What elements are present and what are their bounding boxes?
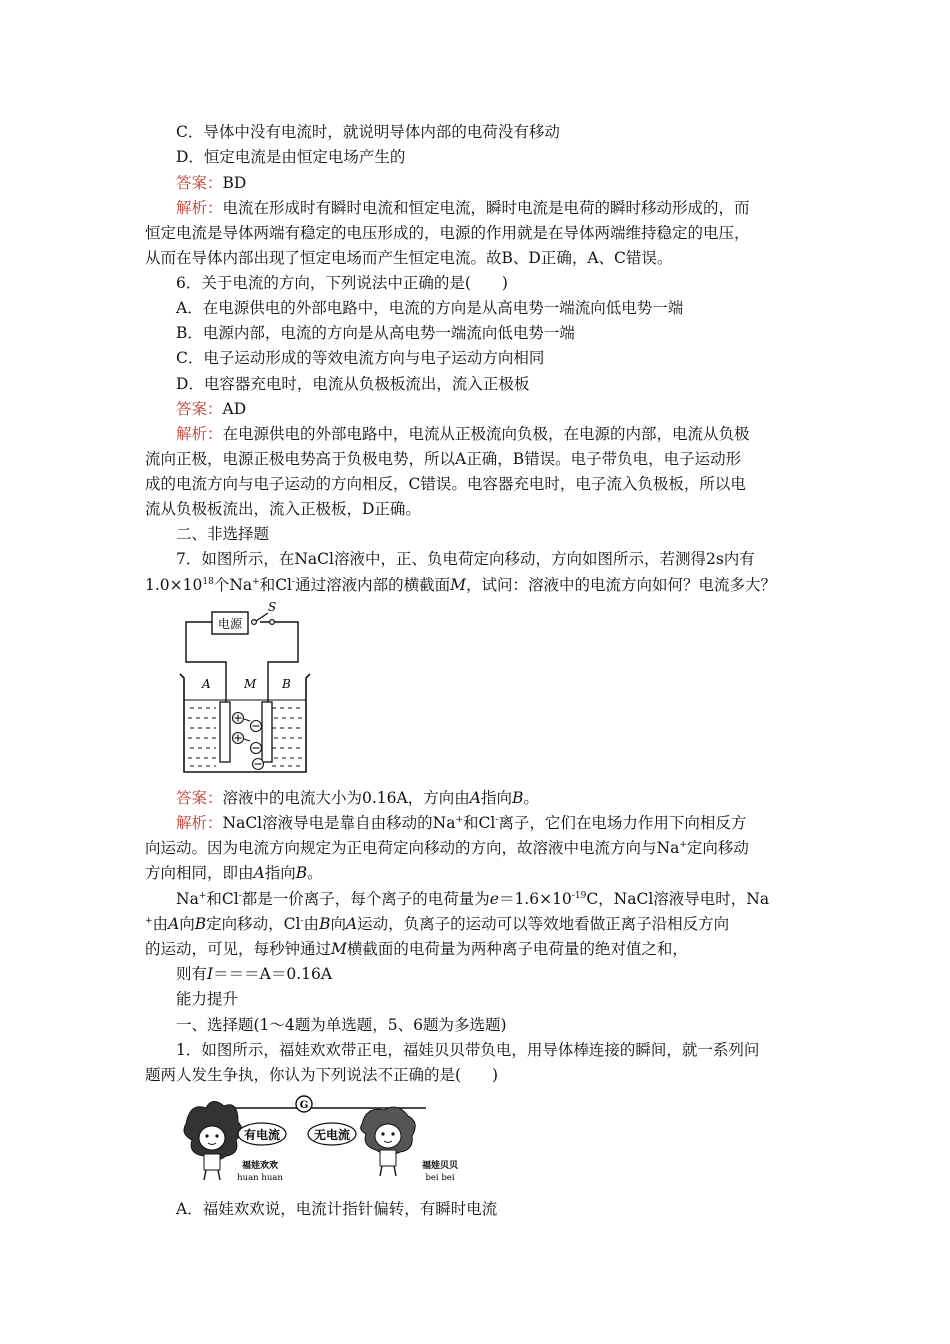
variable: B [511, 789, 524, 807]
q6-analysis-line-3: 成的电流方向与电子运动的方向相反，C错误。电容器充电时，电子流入负极板，所以电 [145, 475, 746, 493]
variable: M [331, 940, 347, 958]
switch-lever [256, 613, 268, 621]
q6-option-d: D．电容器充电时，电流从负极板流出，流入正极板 [176, 375, 530, 393]
text: 方向相同，即由 [145, 864, 254, 882]
text: 由 [303, 915, 320, 933]
q1-stem-line-1: 1．如图所示，福娃欢欢带正电，福娃贝贝带负电，用导体棒连接的瞬间，就一系列问 [176, 1041, 760, 1059]
superscript: - [238, 891, 242, 901]
switch-label: S [268, 602, 277, 614]
superscript: + [679, 840, 687, 850]
q6-analysis-line-2: 流向正极，电源正极电势高于负极电势，所以A正确，B错误。电子带负电，电子运动形 [145, 450, 742, 468]
section-heading-choice: 一、选择题(1～4题为单选题，5、6题为多选题) [176, 1016, 507, 1034]
q6-analysis-line-1 [176, 423, 750, 445]
q5-analysis-line-1 [176, 197, 750, 219]
section-heading-nonchoice: 二、非选择题 [176, 525, 270, 543]
text: NaCl溶液导电是靠自由移动的Na [222, 814, 456, 832]
q7-stem-line-1: 7．如图所示，在NaCl溶液中，正、负电荷定向移动，方向如图所示，若测得2s内有 [176, 550, 755, 568]
analysis-label: 解析： [176, 814, 223, 832]
text: 向运动。因为电流方向规定为正电荷定向移动的方向，故溶液中电流方向与Na [145, 839, 680, 857]
variable: A [253, 864, 265, 882]
section-heading-ability: 能力提升 [176, 990, 239, 1008]
wire-right [260, 622, 298, 702]
q7-analysis-line-1 [176, 812, 746, 834]
superscript: 18 [202, 577, 214, 587]
q7-stem-line-2 [145, 574, 776, 596]
q7-analysis-p3 [176, 963, 332, 985]
q5-option-c: C．导体中没有电流时，就说明导体内部的电荷没有移动 [176, 123, 560, 141]
text: 定向移动，Cl [206, 915, 301, 933]
variable: M [450, 576, 466, 594]
speech-bubble-left-text: 有电流 [243, 1128, 281, 1142]
name-beibei-cn: 福娃贝贝 [421, 1161, 459, 1171]
electrode-a-label: A [202, 677, 211, 691]
variable: B [319, 915, 331, 933]
variable: I [207, 965, 214, 983]
text: 由 [152, 915, 169, 933]
text: 离子，它们在电场力作用下向相反方 [498, 814, 747, 832]
text: Na [176, 890, 199, 908]
text: 溶液中的电流大小为0.16A，方向由 [222, 789, 470, 807]
text: 1.0×10 [145, 576, 203, 594]
q6-option-c: C．电子运动形成的等效电流方向与电子运动方向相同 [176, 349, 545, 367]
text: 向 [179, 915, 195, 933]
name-huanhuan-cn: 福娃欢欢 [241, 1161, 279, 1171]
electrode-b-label: B [282, 677, 291, 691]
q5-answer [176, 172, 246, 194]
text: 和Cl [206, 890, 239, 908]
answer-label: 答案： [176, 400, 223, 418]
q7-analysis-p2-line-3 [145, 938, 688, 960]
q5-analysis-line-2: 恒定电流是导体两端有稳定的电压形成的，电源的作用就是在导体两端维持稳定的电压， [145, 224, 750, 242]
q6-stem: 6．关于电流的方向，下列说法中正确的是( ) [176, 274, 508, 292]
text: 和Cl [463, 814, 496, 832]
text: 横截面的电荷量为两种离子电荷量的绝对值之和， [346, 940, 688, 958]
superscript: + [145, 916, 153, 926]
text: C，NaCl溶液导电时，Na [586, 890, 770, 908]
text: 都是一价离子，每个离子的电荷量为 [241, 890, 490, 908]
analysis-label: 解析： [176, 425, 223, 443]
fuwa-figure [176, 1094, 466, 1188]
variable: A [168, 915, 180, 933]
text: 个Na [213, 576, 253, 594]
variable: e [489, 890, 499, 908]
text: ＝1.6×10 [498, 890, 572, 908]
q1-stem-line-2: 题两人发生争执，你认为下列说法不正确的是( ) [145, 1066, 499, 1084]
text: 指向 [264, 864, 296, 882]
power-source-label: 电源 [217, 617, 243, 631]
switch-contact-left [252, 620, 257, 625]
q6-answer [176, 398, 246, 420]
variable: A [345, 915, 358, 933]
text: 的运动，可见，每秒钟通过 [145, 940, 332, 958]
electrolysis-figure [176, 602, 316, 778]
answer-value: AD [222, 400, 247, 418]
text: 向 [330, 915, 346, 933]
analysis-text: 电流在形成时有瞬时电流和恒定电流，瞬时电流是电荷的瞬时移动形成的，而 [222, 199, 750, 217]
q7-analysis-p2-line-1 [176, 888, 769, 910]
galvanometer-label: G [299, 1100, 309, 1111]
section-m-label: M [244, 677, 257, 691]
variable: B [194, 915, 207, 933]
q7-analysis-p2-line-2 [145, 913, 729, 935]
name-beibei-pinyin: bei bei [425, 1173, 455, 1183]
ions [233, 713, 264, 770]
superscript: - [300, 916, 304, 926]
superscript: + [198, 891, 207, 901]
speech-bubble-right-text: 无电流 [313, 1128, 351, 1142]
superscript: - [292, 577, 296, 587]
text: 定向移动 [686, 839, 749, 857]
solution-hatching [188, 708, 302, 766]
q7-analysis-line-3 [145, 862, 323, 884]
q1-option-a: A．福娃欢欢说，电流计指针偏转，有瞬时电流 [176, 1200, 498, 1218]
answer-label: 答案： [176, 174, 223, 192]
text: ＝＝＝A＝0.16A [213, 965, 333, 983]
superscript: + [252, 577, 260, 587]
text: ，试问：溶液中的电流方向如何？电流多大？ [465, 576, 776, 594]
superscript: -19 [571, 891, 587, 901]
q6-analysis-line-4: 流从负极板流出，流入正极板，D正确。 [145, 500, 421, 518]
q6-option-b: B．电源内部，电流的方向是从高电势一端流向低电势一端 [176, 324, 575, 342]
fuwa-huanhuan-figure [184, 1101, 242, 1180]
text: 。 [523, 789, 539, 807]
q5-option-d: D．恒定电流是由恒定电场产生的 [176, 148, 406, 166]
q7-analysis-line-2 [145, 837, 749, 859]
text: 指向 [480, 789, 512, 807]
name-huanhuan-pinyin: huan huan [237, 1173, 283, 1183]
electrode-b [262, 702, 272, 762]
superscript: - [495, 815, 499, 825]
text: 通过溶液内部的横截面 [295, 576, 451, 594]
variable: A [469, 789, 481, 807]
answer-value: BD [222, 174, 247, 192]
analysis-text: 在电源供电的外部电路中，电流从正极流向负极，在电源的内部，电流从负极 [222, 425, 750, 443]
answer-label: 答案： [176, 789, 223, 807]
q6-option-a: A．在电源供电的外部电路中，电流的方向是从高电势一端流向低电势一端 [176, 299, 684, 317]
text: 则有 [176, 965, 208, 983]
text: 和Cl [259, 576, 293, 594]
text: 运动，负离子的运动可以等效地看做正离子沿相反方向 [357, 915, 730, 933]
electrode-a [220, 702, 230, 762]
switch-contact-right [270, 620, 275, 625]
q5-analysis-line-3: 从而在导体内部出现了恒定电场而产生恒定电流。故B、D正确，A、C错误。 [145, 249, 673, 267]
analysis-label: 解析： [176, 199, 223, 217]
superscript: + [455, 815, 463, 825]
fuwa-beibei-figure [361, 1107, 416, 1176]
variable: B [295, 864, 308, 882]
q7-answer [176, 787, 539, 809]
text: 。 [307, 864, 323, 882]
